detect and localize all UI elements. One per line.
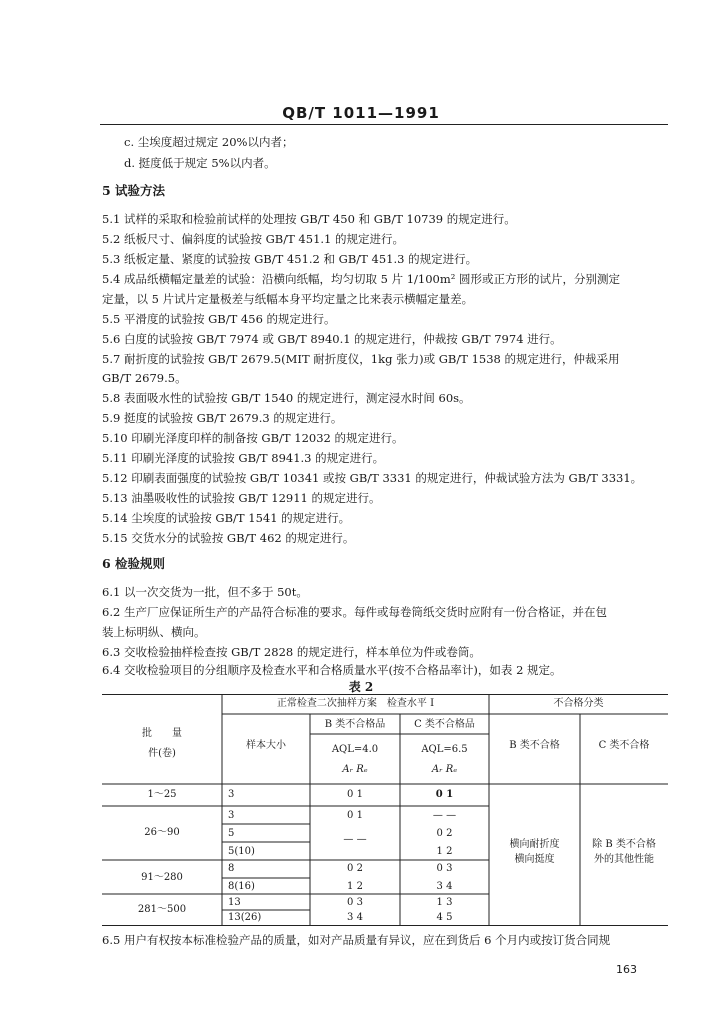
- table-row-c: 3 4: [436, 881, 453, 892]
- table-row-c: 0 3: [436, 863, 453, 874]
- table-row-batch: 26～90: [144, 827, 180, 838]
- table-row-b: — —: [343, 834, 367, 845]
- clause-5-9: 5.9 挺度的试验按 GB/T 2679.3 的规定进行。: [102, 411, 343, 425]
- table-row-b: 0 3: [347, 897, 363, 908]
- table-row-sample: 3: [228, 810, 235, 821]
- header-batch-unit: 件(卷): [148, 748, 176, 759]
- table-row-c: 0 1: [435, 789, 454, 800]
- header-ac-re-b: Aᵣ Rₑ: [342, 764, 368, 775]
- table-row-b: 1 2: [347, 881, 363, 892]
- table-row-sample: 3: [228, 789, 235, 800]
- clause-5-1: 5.1 试样的采取和检验前试样的处理按 GB/T 450 和 GB/T 10739 的规定进行。: [102, 212, 516, 226]
- section-5-title: 5 试验方法: [102, 183, 166, 198]
- clause-6-3: 6.3 交收检验抽样检查按 GB/T 2828 的规定进行，样本单位为件或卷筒。: [102, 645, 481, 659]
- table-row-b: 3 4: [347, 912, 363, 923]
- table-row-batch: 281～500: [137, 904, 187, 915]
- header-batch: 批 量: [142, 728, 182, 739]
- clause-5-8: 5.8 表面吸水性的试验按 GB/T 1540 的规定进行，测定浸水时间 60s。: [102, 391, 471, 405]
- table-row-sample: 8(16): [228, 881, 255, 892]
- table-row-b: 0 2: [347, 863, 363, 874]
- table-row-c: 0 2: [436, 828, 453, 839]
- clause-5-4-line1: 5.4 成品纸横幅定量差的试验：沿横向纸幅，均匀切取 5 片 1/100m² 圆形或正方形的试片，分别测定: [102, 272, 621, 286]
- header-sample: 样本大小: [246, 740, 286, 751]
- table-row-c: 4 5: [436, 912, 453, 923]
- table-row-c: 1 3: [436, 897, 453, 908]
- header-aql-b: AQL=4.0: [331, 744, 379, 755]
- header-rule: [100, 124, 668, 125]
- c-class-line2: 外的其他性能: [594, 854, 654, 865]
- table-row-c: 1 2: [436, 846, 453, 857]
- item-c: c. 尘埃度超过规定 20%以内者；: [124, 135, 294, 149]
- table-row-batch: 91～280: [141, 872, 183, 883]
- table-title: 表 2: [348, 680, 374, 694]
- header-aql-c: AQL=6.5: [421, 744, 468, 755]
- table-row-sample: 5(10): [228, 846, 255, 857]
- header-c-type: C 类不合格品: [414, 719, 475, 730]
- header-b-nonconf: B 类不合格: [509, 740, 560, 751]
- table-row-b: 0 1: [347, 810, 363, 821]
- clause-5-15: 5.15 交货水分的试验按 GB/T 462 的规定进行。: [102, 531, 355, 545]
- table-row-c: — —: [432, 810, 457, 821]
- table-row-sample: 13: [228, 897, 241, 908]
- table-row-sample: 13(26): [228, 912, 262, 923]
- table-row-sample: 8: [228, 863, 235, 874]
- item-d: d. 挺度低于规定 5%以内者。: [124, 156, 276, 170]
- clause-5-13: 5.13 油墨吸收性的试验按 GB/T 12911 的规定进行。: [102, 491, 381, 505]
- clause-5-4-line2: 定量，以 5 片试片定量极差与纸幅本身平均定量之比来表示横幅定量差。: [102, 292, 474, 306]
- header-ac-re-c: Aᵣ Rₑ: [431, 764, 458, 775]
- table-2: [102, 694, 668, 926]
- table-row-batch: 1～25: [147, 789, 177, 800]
- clause-6-5: 6.5 用户有权按本标准检验产品的质量，如对产品质量有异议，应在到货后 6 个月内或按订货合同规: [102, 933, 611, 947]
- clause-5-14: 5.14 尘埃度的试验按 GB/T 1541 的规定进行。: [102, 511, 351, 525]
- clause-5-3: 5.3 纸板定量、紧度的试验按 GB/T 451.2 和 GB/T 451.3 的规定进行。: [102, 252, 478, 266]
- clause-5-5: 5.5 平滑度的试验按 GB/T 456 的规定进行。: [102, 312, 336, 326]
- table-row-sample: 5: [228, 828, 235, 839]
- header-nonconf: 不合格分类: [553, 698, 604, 709]
- clause-6-2-line2: 装上标明纵、横向。: [102, 625, 206, 639]
- c-class-line1: 除 B 类不合格: [592, 839, 656, 850]
- b-class-line2: 横向挺度: [514, 854, 555, 865]
- clause-6-4: 6.4 交收检验项目的分组顺序及检查水平和合格质量水平(按不合格品率计)，如表 2 规定。: [102, 663, 562, 677]
- clause-6-2-line1: 6.2 生产厂应保证所生产的产品符合标准的要求。每件或每卷筒纸交货时应附有一份合格证，并在包: [102, 605, 607, 619]
- clause-5-7-line1: 5.7 耐折度的试验按 GB/T 2679.5(MIT 耐折度仪，1kg 张力)或 GB/T 1538 的规定进行，仲裁采用: [102, 352, 620, 366]
- b-class-line1: 横向耐折度: [509, 839, 560, 850]
- clause-6-1: 6.1 以一次交货为一批，但不多于 50t。: [102, 585, 308, 599]
- clause-5-6: 5.6 白度的试验按 GB/T 7974 或 GB/T 8940.1 的规定进行，仲裁按 GB/T 7974 进行。: [102, 332, 562, 346]
- clause-5-12: 5.12 印刷表面强度的试验按 GB/T 10341 或按 GB/T 3331 的规定进行，仲裁试验方法为 GB/T 3331。: [102, 471, 643, 485]
- table-row-b: 0 1: [347, 789, 363, 800]
- section-6-title: 6 检验规则: [102, 556, 166, 571]
- clause-5-7-line2: GB/T 2679.5。: [102, 371, 187, 385]
- page-header: QB/T 1011—1991: [282, 104, 440, 122]
- clause-5-11: 5.11 印刷光泽度的试验按 GB/T 8941.3 的规定进行。: [102, 451, 385, 465]
- header-plan: 正常检查二次抽样方案 检查水平 Ⅰ: [276, 698, 435, 709]
- clause-5-2: 5.2 纸板尺寸、偏斜度的试验按 GB/T 451.1 的规定进行。: [102, 232, 405, 246]
- header-c-nonconf: C 类不合格: [598, 740, 650, 751]
- clause-5-10: 5.10 印刷光泽度印样的制备按 GB/T 12032 的规定进行。: [102, 431, 404, 445]
- page-number: 163: [616, 963, 637, 976]
- header-b-type: B 类不合格品: [324, 719, 386, 730]
